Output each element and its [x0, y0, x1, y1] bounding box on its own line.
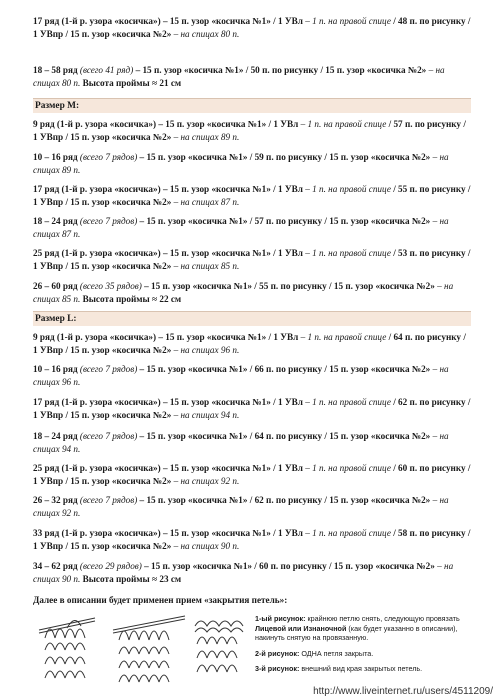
l-row: 18 – 24 ряд (всего 7 рядов) – 15 п. узор «косичка №1» / 64 п. по рисунку / 15 п. узор «косичка №2» – на спицах 94 п.	[33, 431, 449, 454]
source-watermark: http://www.liveinternet.ru/users/4511209/	[313, 686, 493, 697]
m-row: 25 ряд (1-й р. узора «косичка») – 15 п. узор «косичка №1» / 1 УВл – 1 п. на правой спице / 53 п. по рисунку / 1 УВпр / 15 п. узор «косичка №2» – на спицах 85 п.	[33, 248, 471, 271]
l-row: 10 – 16 ряд (всего 7 рядов) – 15 п. узор «косичка №1» / 66 п. по рисунку / 15 п. узор «косичка №2» – на спицах 96 п.	[33, 364, 449, 387]
l-row: 26 – 32 ряд (всего 7 рядов) – 15 п. узор «косичка №1» / 62 п. по рисунку / 15 п. узор «косичка №2» – на спицах 92 п.	[33, 495, 449, 518]
m-row: 17 ряд (1-й р. узора «косичка») – 15 п. узор «косичка №1» / 1 УВл – 1 п. на правой спице / 55 п. по рисунку / 1 УВпр / 15 п. узор «косичка №2» – на спицах 87 п.	[33, 184, 471, 207]
cast-off-intro: Далее в описании будет применен прием «закрытия петель»:	[33, 595, 288, 605]
fig1-caption: 1-ый рисунок: крайнюю петлю снять, следующую провязать Лицевой или Изнаночной (как будет указанно в описании), накинуть снятую на провязанную.	[255, 614, 460, 643]
l-row: 33 ряд (1-й р. узора «косичка») – 15 п. узор «косичка №1» / 1 УВл – 1 п. на правой спице / 58 п. по рисунку / 1 УВпр / 15 п. узор «косичка №2» – на спицах 90 п.	[33, 528, 471, 551]
m-row: 10 – 16 ряд (всего 7 рядов) – 15 п. узор «косичка №1» / 59 п. по рисунку / 15 п. узор «косичка №2» – на спицах 89 п.	[33, 152, 449, 175]
l-row: 34 – 62 ряд (всего 29 рядов) – 15 п. узор «косичка №1» / 60 п. по рисунку / 15 п. узор «косичка №2» – на спицах 90 п. Высота проймы ≈ 23 см	[33, 561, 454, 584]
cast-off-illustration	[35, 610, 247, 685]
m-row: 26 – 60 ряд (всего 35 рядов) – 15 п. узор «косичка №1» / 55 п. по рисунку / 15 п. узор «косичка №2» – на спицах 85 п. Высота проймы ≈ 22 см	[33, 281, 454, 304]
size-l-header: Размер L:	[33, 311, 471, 326]
fig2-caption: 2-й рисунок: ОДНА петля закрыта.	[255, 648, 374, 658]
m-row: 18 – 24 ряд (всего 7 рядов) – 15 п. узор «косичка №1» / 57 п. по рисунку / 15 п. узор «косичка №2» – на спицах 87 п.	[33, 216, 449, 239]
figure-captions	[255, 614, 473, 680]
m-row: 9 ряд (1-й р. узора «косичка») – 15 п. узор «косичка №1» / 1 УВл – 1 п. на правой спице / 57 п. по рисунку / 1 УВпр / 15 п. узор «косичка №2» – на спицах 89 п.	[33, 119, 466, 142]
fig3-caption: 3-й рисунок: внешний вид края закрытых петель.	[255, 664, 423, 674]
l-row: 17 ряд (1-й р. узора «косичка») – 15 п. узор «косичка №1» / 1 УВл – 1 п. на правой спице / 62 п. по рисунку / 1 УВпр / 15 п. узор «косичка №2» – на спицах 94 п.	[33, 397, 471, 420]
l-row: 25 ряд (1-й р. узора «косичка») – 15 п. узор «косичка №1» / 1 УВл – 1 п. на правой спице / 60 п. по рисунку / 1 УВпр / 15 п. узор «косичка №2» – на спицах 92 п.	[33, 463, 471, 486]
row-17-intro: 17 ряд (1-й р. узора «косичка») – 15 п. узор «косичка №1» / 1 УВл – 1 п. на правой спице / 48 п. по рисунку / 1 УВпр / 15 п. узор «косичка №2» – на спицах 80 п.	[33, 16, 471, 39]
size-m-header: Размер М:	[33, 98, 471, 113]
l-row: 9 ряд (1-й р. узора «косичка») – 15 п. узор «косичка №1» / 1 УВл – 1 п. на правой спице / 64 п. по рисунку / 1 УВпр / 15 п. узор «косичка №2» – на спицах 96 п.	[33, 332, 466, 355]
row-18-58: 18 – 58 ряд (всего 41 ряд) – 15 п. узор «косичка №1» / 50 п. по рисунку / 15 п. узор «косичка №2» – на спицах 80 п. Высота проймы ≈ 21 см	[33, 65, 445, 88]
